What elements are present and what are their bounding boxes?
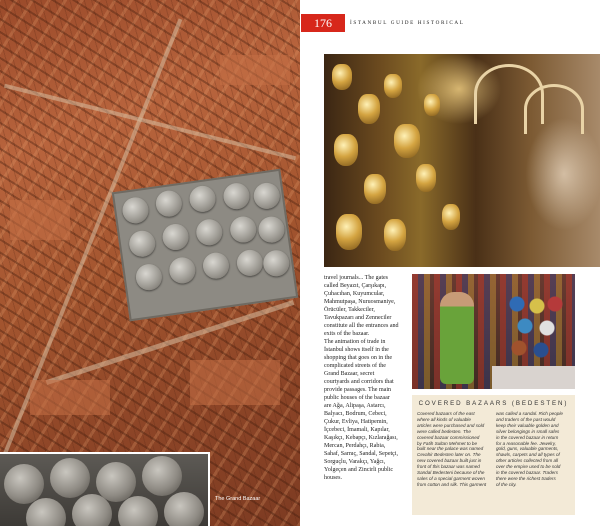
- sidebar-line: were called bedesten. The: [417, 428, 471, 434]
- sidebar-line: gold, guns, valuable garments,: [496, 446, 559, 452]
- body-line: shopping that goes on in the: [324, 355, 393, 362]
- sidebar-box: [412, 395, 575, 515]
- body-line: houses.: [324, 475, 342, 482]
- body-line: public houses of the bazaar: [324, 395, 390, 402]
- bazaar-shop-photo: [412, 274, 575, 389]
- body-line: courtyards and corridors that: [324, 379, 394, 386]
- sidebar-line: for a reasonable fee. Jewelry,: [496, 440, 556, 446]
- body-line: exits of the bazaar.: [324, 331, 370, 338]
- body-line: provide passages. The main: [324, 387, 392, 394]
- body-line: Sorguçlu, Varakçı, Yağcı,: [324, 459, 386, 466]
- sidebar-line: sales of a special garment woven: [417, 475, 485, 481]
- sidebar-line: and traders of the past would: [496, 416, 556, 422]
- sidebar-line: Covered bazaars of the east: [417, 411, 475, 416]
- sidebar-line: Sandal Bedesteni because of the: [417, 470, 485, 476]
- body-line: complicated streets of the: [324, 363, 386, 370]
- body-line: are Ağa, Alipaşa, Astarcı,: [324, 403, 386, 410]
- sidebar-line: in the covered bazaar. Traders: [496, 470, 559, 476]
- body-line: The animation of trade in: [324, 339, 386, 346]
- sidebar-line: was called a sandal. Rich people: [496, 411, 563, 416]
- sidebar-line: Cevahir Bedesten later on. The: [417, 452, 481, 458]
- sidebar-line: other articles collected from all: [496, 458, 559, 464]
- body-line: Mercan, Perdahçı, Rabia,: [324, 443, 386, 450]
- sidebar-line: from cotton and silk. This garment: [417, 481, 487, 487]
- body-line: İstanbul shows itself in the: [324, 347, 389, 354]
- bazaar-domes: [112, 169, 298, 321]
- page-number: 176: [301, 14, 345, 32]
- photo-caption: The Grand Bazaar: [215, 496, 261, 502]
- bazaar-interior-photo: [324, 54, 600, 267]
- body-line: Mahmutpaşa, Nuruosmaniye,: [324, 299, 396, 306]
- body-line: travel journals... The gates: [324, 275, 389, 281]
- sidebar-line: shawls, carpets and all types of: [496, 452, 560, 458]
- sidebar-line: articles were purchased and sold: [417, 422, 485, 428]
- sidebar-line: by Fatih Sultan Mehmet to be: [417, 440, 478, 446]
- body-text: [324, 274, 408, 482]
- sidebar-line: over the empire used to be sold: [496, 464, 561, 470]
- sidebar-column-left: [417, 411, 494, 488]
- body-line: called Beyazıt, Çarşıkapı,: [324, 283, 387, 290]
- sidebar-line: front of this bazaar was named: [417, 464, 480, 470]
- sidebar-line: of the city.: [496, 481, 517, 487]
- body-line: Grand Bazaar, secret: [324, 371, 375, 378]
- body-line: Örücüler, Takkeciler,: [324, 307, 375, 314]
- sidebar-line: where all kinds of valuable: [417, 416, 471, 422]
- body-line: Sahaf, Sarnıç, Sandal, Sepetçi,: [324, 451, 399, 458]
- body-line: constitute all the entrances and: [324, 323, 399, 330]
- sidebar-line: keep their valuable golden and: [496, 422, 559, 428]
- body-line: Çuhacıhan, Kuyumcular,: [324, 291, 385, 298]
- body-line: İçcebeci, İmamali, Kapılar,: [324, 427, 390, 434]
- sidebar-line: covered bazaar commissioned: [417, 434, 480, 440]
- sidebar-column-right: [496, 411, 573, 488]
- sidebar-title: COVERED BAZAARS (BEDESTEN): [418, 400, 569, 407]
- body-line: Yolgeçen and Zincirli public: [324, 467, 394, 474]
- sidebar-line: in the covered bazaar in return: [496, 434, 559, 440]
- running-header: İSTANBUL GUIDE HISTORICAL: [350, 20, 465, 26]
- body-line: Balyacı, Bodrum, Cebeci,: [324, 411, 387, 418]
- sidebar-line: there were the richest traders: [496, 475, 556, 481]
- body-line: Kaşıkçı, Kebapçı, Kızlarağası,: [324, 435, 398, 442]
- sidebar-line: new covered bazaar built just in: [417, 458, 482, 464]
- body-line: Çukur, Evliya, Hatipemin,: [324, 419, 388, 426]
- sidebar-line: silver belongings in small safes: [496, 428, 560, 434]
- domes-closeup-photo: [0, 452, 210, 526]
- sidebar-line: built near the palace was named: [417, 446, 484, 452]
- body-line: Tavukpazarı and Zenneciler: [324, 315, 392, 322]
